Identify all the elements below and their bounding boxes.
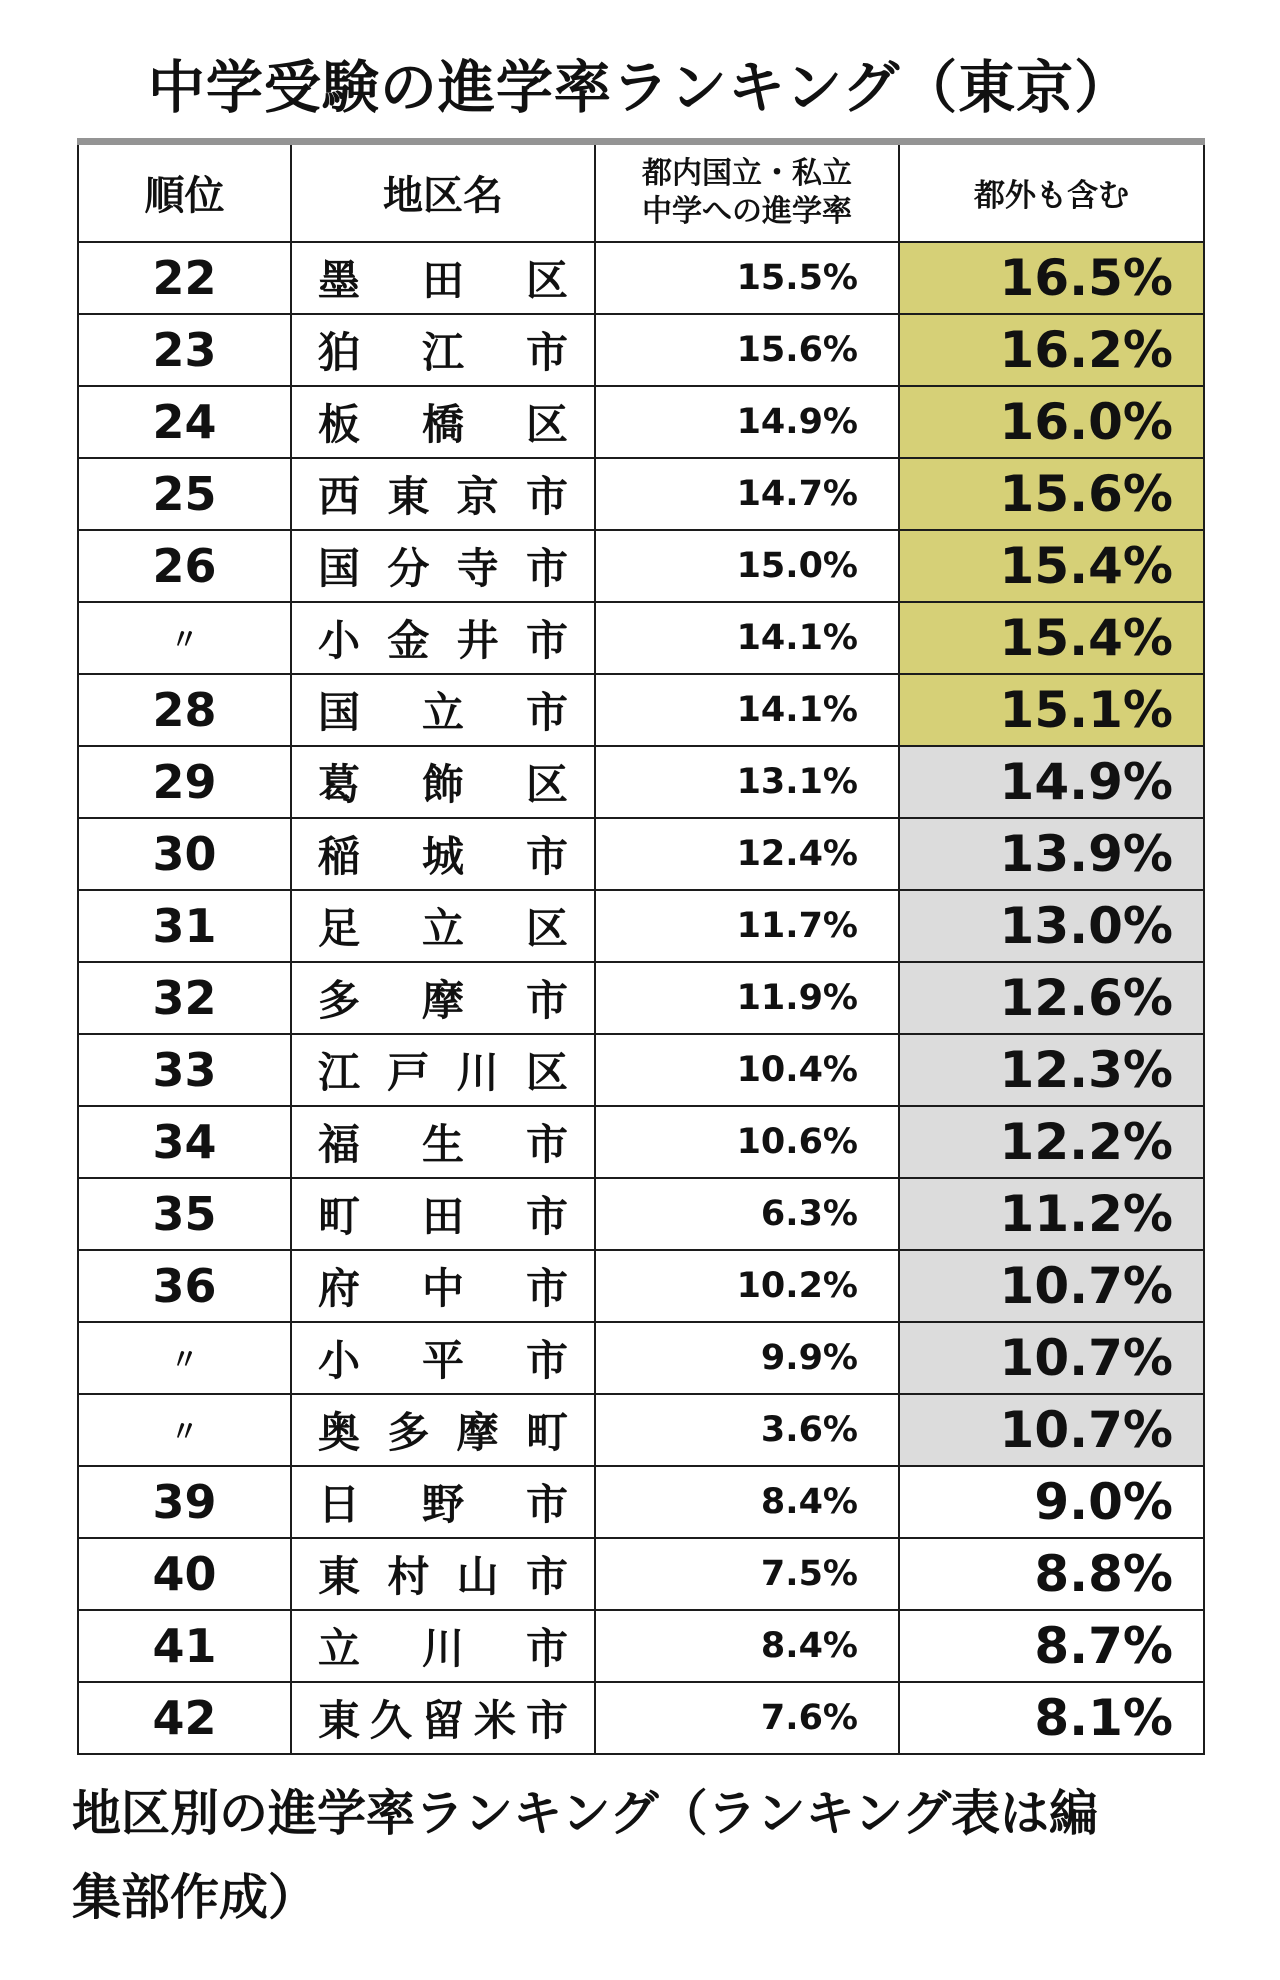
district-cell: 狛江市	[291, 314, 595, 386]
rate-incl-outside-cell: 8.8%	[899, 1538, 1204, 1610]
rate-incl-outside-cell: 15.4%	[899, 530, 1204, 602]
rate-tokyo-cell: 7.5%	[595, 1538, 899, 1610]
rank-cell: 29	[78, 746, 291, 818]
rate-incl-outside-cell: 10.7%	[899, 1322, 1204, 1394]
rate-tokyo-cell: 14.9%	[595, 386, 899, 458]
table-row	[78, 386, 1204, 458]
district-cell: 板橋区	[291, 386, 595, 458]
table-row	[78, 1034, 1204, 1106]
rate-incl-outside-cell: 14.9%	[899, 746, 1204, 818]
rate-incl-outside-cell: 10.7%	[899, 1394, 1204, 1466]
rank-cell: 35	[78, 1178, 291, 1250]
rate-tokyo-cell: 15.0%	[595, 530, 899, 602]
page-title: 中学受験の進学率ランキング（東京）	[147, 55, 1133, 121]
rate-incl-outside-cell: 9.0%	[899, 1466, 1204, 1538]
header-row	[78, 142, 1204, 242]
rank-cell: 22	[78, 242, 291, 314]
district-cell: 国立市	[291, 674, 595, 746]
table-row	[78, 314, 1204, 386]
table-row	[78, 530, 1204, 602]
table-row	[78, 1682, 1204, 1754]
rank-cell: 34	[78, 1106, 291, 1178]
district-cell: 多摩市	[291, 962, 595, 1034]
district-cell: 府中市	[291, 1250, 595, 1322]
table-row	[78, 746, 1204, 818]
rate-incl-outside-cell: 13.9%	[899, 818, 1204, 890]
table-row	[78, 962, 1204, 1034]
table-row	[78, 1322, 1204, 1394]
district-cell: 西東京市	[291, 458, 595, 530]
rate-incl-outside-cell: 10.7%	[899, 1250, 1204, 1322]
table-row	[78, 890, 1204, 962]
rank-cell: 39	[78, 1466, 291, 1538]
rank-cell: 30	[78, 818, 291, 890]
rank-cell: 25	[78, 458, 291, 530]
district-cell: 小平市	[291, 1322, 595, 1394]
rate-incl-outside-cell: 8.1%	[899, 1682, 1204, 1754]
rate-tokyo-cell: 15.5%	[595, 242, 899, 314]
rate-tokyo-cell: 14.1%	[595, 674, 899, 746]
rank-cell: 33	[78, 1034, 291, 1106]
table-row	[78, 1178, 1204, 1250]
district-cell: 国分寺市	[291, 530, 595, 602]
district-cell: 奥多摩町	[291, 1394, 595, 1466]
rate-tokyo-cell: 9.9%	[595, 1322, 899, 1394]
rate-incl-outside-cell: 8.7%	[899, 1610, 1204, 1682]
rate-incl-outside-cell: 12.6%	[899, 962, 1204, 1034]
district-cell: 小金井市	[291, 602, 595, 674]
rank-cell: 28	[78, 674, 291, 746]
district-cell: 町田市	[291, 1178, 595, 1250]
rate-tokyo-cell: 10.2%	[595, 1250, 899, 1322]
district-cell: 足立区	[291, 890, 595, 962]
caption-line-1: 地区別の進学率ランキング（ランキング表は編	[72, 1785, 1099, 1842]
col-header-rate-tokyo-line1: 都内国立・私立	[642, 156, 852, 192]
table-row	[78, 1538, 1204, 1610]
rate-tokyo-cell: 13.1%	[595, 746, 899, 818]
rank-cell: 31	[78, 890, 291, 962]
rate-incl-outside-cell: 12.2%	[899, 1106, 1204, 1178]
col-header-district: 地区名	[291, 142, 595, 242]
caption-line-2: 集部作成）	[72, 1869, 318, 1927]
district-cell: 葛飾区	[291, 746, 595, 818]
col-header-rate-tokyo-line2: 中学への進学率	[642, 193, 852, 229]
rank-cell-ditto: 〃	[78, 1322, 291, 1394]
rate-tokyo-cell: 14.7%	[595, 458, 899, 530]
rank-cell: 26	[78, 530, 291, 602]
rate-tokyo-cell: 3.6%	[595, 1394, 899, 1466]
rank-cell: 36	[78, 1250, 291, 1322]
rate-incl-outside-cell: 15.1%	[899, 674, 1204, 746]
rate-incl-outside-cell: 16.2%	[899, 314, 1204, 386]
district-cell: 江戸川区	[291, 1034, 595, 1106]
rate-tokyo-cell: 8.4%	[595, 1466, 899, 1538]
caption	[72, 1772, 1212, 1941]
rate-tokyo-cell: 15.6%	[595, 314, 899, 386]
rate-tokyo-cell: 8.4%	[595, 1610, 899, 1682]
rate-tokyo-cell: 7.6%	[595, 1682, 899, 1754]
rate-tokyo-cell: 10.6%	[595, 1106, 899, 1178]
district-cell: 東村山市	[291, 1538, 595, 1610]
table-row	[78, 1610, 1204, 1682]
ranking-table	[77, 138, 1205, 1755]
rate-tokyo-cell: 14.1%	[595, 602, 899, 674]
district-cell: 立川市	[291, 1610, 595, 1682]
rank-cell: 41	[78, 1610, 291, 1682]
district-cell: 稲城市	[291, 818, 595, 890]
table-row	[78, 458, 1204, 530]
col-header-rate-incl-outside: 都外も含む	[899, 142, 1204, 242]
district-cell: 福生市	[291, 1106, 595, 1178]
table-row	[78, 242, 1204, 314]
rate-incl-outside-cell: 15.6%	[899, 458, 1204, 530]
rate-tokyo-cell: 11.9%	[595, 962, 899, 1034]
rate-incl-outside-cell: 11.2%	[899, 1178, 1204, 1250]
rate-tokyo-cell: 6.3%	[595, 1178, 899, 1250]
table-row	[78, 1250, 1204, 1322]
rate-incl-outside-cell: 15.4%	[899, 602, 1204, 674]
rank-cell-ditto: 〃	[78, 1394, 291, 1466]
rank-cell: 42	[78, 1682, 291, 1754]
table-row	[78, 818, 1204, 890]
district-cell: 墨田区	[291, 242, 595, 314]
rank-cell: 32	[78, 962, 291, 1034]
rate-tokyo-cell: 11.7%	[595, 890, 899, 962]
rank-cell: 24	[78, 386, 291, 458]
rate-incl-outside-cell: 16.5%	[899, 242, 1204, 314]
rate-incl-outside-cell: 16.0%	[899, 386, 1204, 458]
table-row	[78, 602, 1204, 674]
rate-incl-outside-cell: 12.3%	[899, 1034, 1204, 1106]
rate-tokyo-cell: 12.4%	[595, 818, 899, 890]
table-row	[78, 1106, 1204, 1178]
col-header-rank: 順位	[78, 142, 291, 242]
rate-incl-outside-cell: 13.0%	[899, 890, 1204, 962]
district-cell: 東久留米市	[291, 1682, 595, 1754]
table-row	[78, 1394, 1204, 1466]
rank-cell: 40	[78, 1538, 291, 1610]
district-cell: 日野市	[291, 1466, 595, 1538]
table-row	[78, 1466, 1204, 1538]
col-header-rate-tokyo	[595, 142, 899, 242]
rank-cell: 23	[78, 314, 291, 386]
rate-tokyo-cell: 10.4%	[595, 1034, 899, 1106]
table-row	[78, 674, 1204, 746]
rank-cell-ditto: 〃	[78, 602, 291, 674]
